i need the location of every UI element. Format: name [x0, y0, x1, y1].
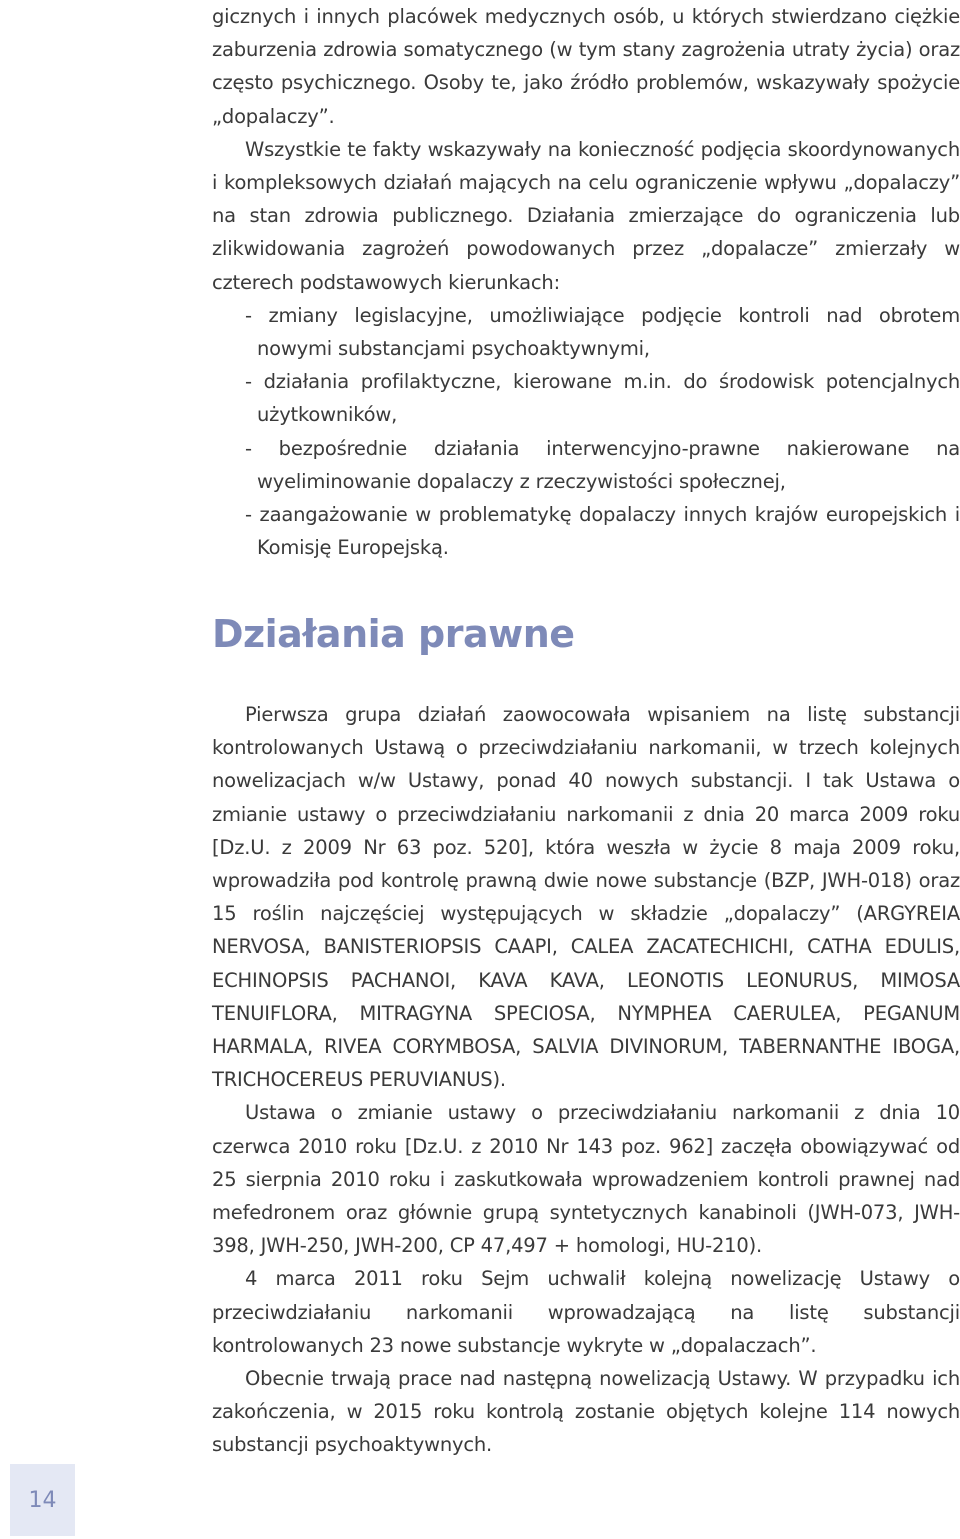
list-item: - zmiany legislacyjne, umożliwiające podjęcie kontroli nad obrotem nowymi substancjami psychoaktywnymi,	[245, 303, 960, 361]
intro-paragraph-1: gicznych i innych placówek medycznych osób, u których stwierdzano ciężkie zaburzenia zdrowia somatycznego (w tym stany zagrożenia utraty życia) oraz często psychicznego. Osoby te, jako źródło problemów, wskazywały spożycie „dopalaczy”.	[212, 5, 960, 128]
page-number: 14	[28, 1487, 57, 1513]
list-item: - bezpośrednie działania interwencyjno-prawne nakierowane na wyeliminowanie dopalaczy z rzeczywistości społecznej,	[245, 436, 960, 493]
legal-paragraph-1: Pierwsza grupa działań zaowocowała wpisaniem na listę substancji kontrolowanych Ustawą o przeciwdziałaniu narkomanii, w trzech kolejnych nowelizacjach w/w Ustawy, ponad 40 nowych substancji. I tak Ustawa o zmianie ustawy o przeciwdziałaniu narkomanii z dnia 20 marca 2009 roku [Dz.U. z 2009 Nr 63 poz. 520], która weszła w życie 8 maja 2009 roku, wprowadziła pod kontrolę prawną dwie nowe substancje (BZP, JWH-018) oraz 15 roślin najczęściej występujących w składzie „dopalaczy” (ARGYREIA NERVOSA, BANISTERIOPSIS CAAPI, CALEA ZACATECHICHI, CATHA EDULIS, ECHINOPSIS PACHANOI, KAVA KAVA, LEONOTIS LEONURUS, MIMOSA TENUIFLORA, MITRAGYNA SPECIOSA, NYMPHEA CAERULEA, PEGANUM HARMALA, RIVEA CORYMBOSA, SALVIA DIVINORUM, TABERNANTHE IBOGA, TRICHOCEREUS PERUVIANUS).	[212, 703, 960, 1092]
section-heading: Działania prawne	[212, 612, 575, 656]
intro-paragraph-2: Wszystkie te fakty wskazywały na konieczność podjęcia skoordynowanych i kompleksowych działań mających na celu ograniczenie wpływu „dopalaczy” na stan zdrowia publicznego. Działania zmierzające do ograniczenia lub zlikwidowania zagrożeń powodowanych przez „dopalacze” zmierzały w czterech podstawowych kierunkach:	[212, 137, 960, 294]
list-item: - działania profilaktyczne, kierowane m.in. do środowisk potencjalnych użytkowników,	[245, 370, 960, 427]
legal-actions-section	[212, 698, 960, 1462]
directions-list	[212, 299, 960, 565]
page-number-box	[10, 1464, 75, 1536]
legal-paragraph-2: Ustawa o zmianie ustawy o przeciwdziałaniu narkomanii z dnia 10 czerwca 2010 roku [Dz.U. z 2010 Nr 143 poz. 962] zaczęła obowiązywać od 25 sierpnia 2010 roku i zaskutkowała wprowadzeniem kontroli prawnej nad mefedronem oraz głównie grupą syntetycznych kanabinoli (JWH-073, JWH-398, JWH-250, JWH-200, CP 47,497 + homologi, HU-210).	[212, 1101, 960, 1258]
list-item: - zaangażowanie w problematykę dopalaczy innych krajów europejskich i Komisję Europejską.	[245, 503, 960, 560]
legal-paragraph-3: 4 marca 2011 roku Sejm uchwalił kolejną nowelizację Ustawy o przeciwdziałaniu narkomanii wprowadzającą na listę substancji kontrolowanych 23 nowe substancje wykryte w „dopalaczach”.	[212, 1267, 960, 1357]
intro-section	[212, 0, 960, 564]
legal-paragraph-4: Obecnie trwają prace nad następną nowelizacją Ustawy. W przypadku ich zakończenia, w 2015 roku kontrolą zostanie objętych kolejne 114 nowych substancji psychoaktywnych.	[212, 1367, 960, 1457]
page-content	[212, 0, 960, 1457]
